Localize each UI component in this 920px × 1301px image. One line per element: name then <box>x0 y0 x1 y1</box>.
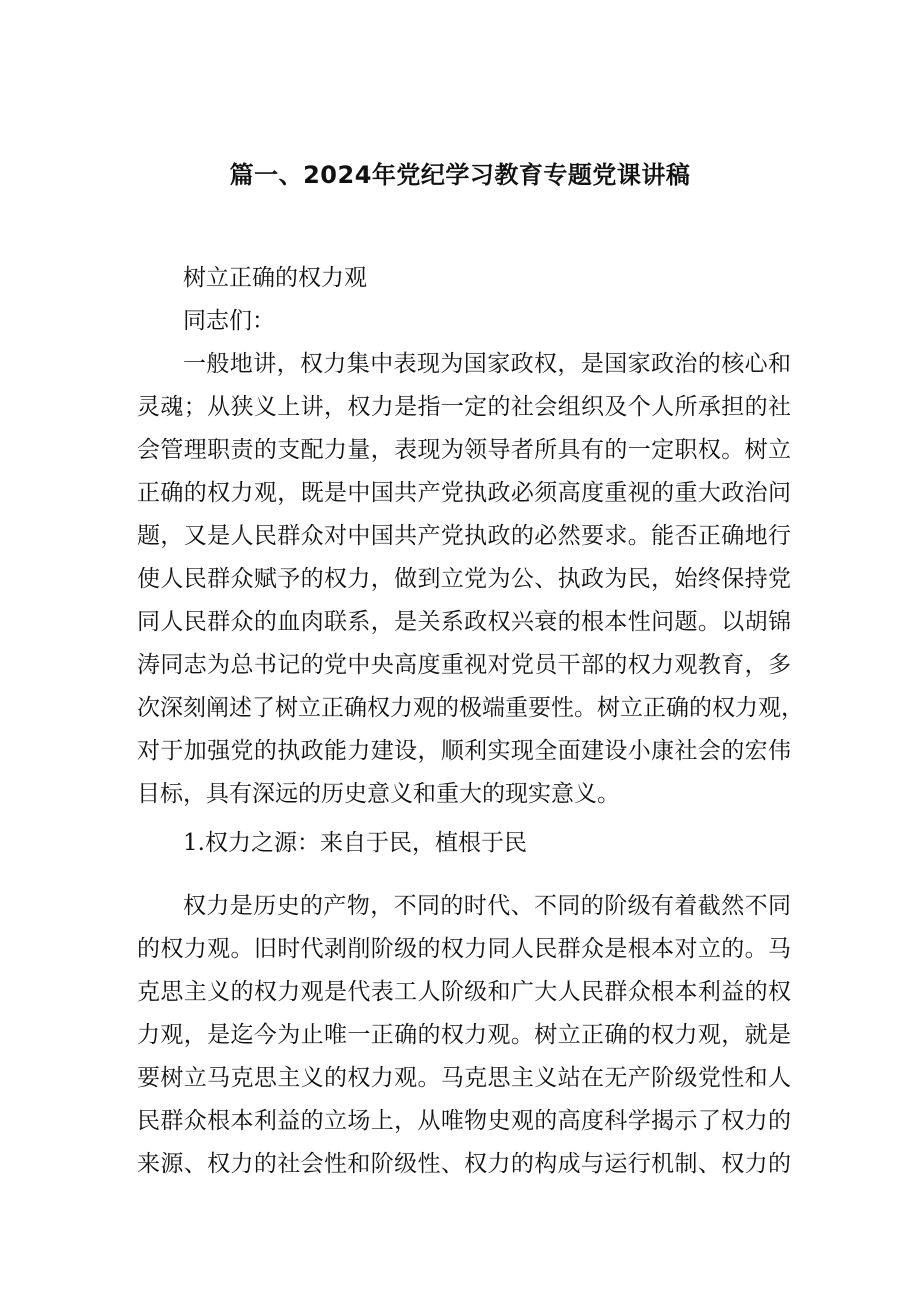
salutation: 同志们： <box>183 308 275 334</box>
paragraph-line: 题，又是人民群众对中国共产党执政的必然要求。能否正确地行 <box>137 523 791 549</box>
paragraph-line: 涛同志为总书记的党中央高度重视对党员干部的权力观教育，多 <box>137 652 791 678</box>
paragraph-line: 权力是历史的产物，不同的时代、不同的阶级有着截然不同 <box>183 893 791 919</box>
paragraph-line: 使人民群众赋予的权力，做到立党为公、执政为民，始终保持党 <box>137 566 791 592</box>
paragraph-line: 要树立马克思主义的权力观。马克思主义站在无产阶级党性和人 <box>137 1065 791 1091</box>
paragraph-line: 的权力观。旧时代剥削阶级的权力同人民群众是根本对立的。马 <box>137 936 791 962</box>
paragraph-line: 一般地讲，权力集中表现为国家政权，是国家政治的核心和 <box>183 351 791 377</box>
paragraph-line: 同人民群众的血肉联系，是关系政权兴衰的根本性问题。以胡锦 <box>137 609 791 635</box>
document-subtitle: 树立正确的权力观 <box>183 265 367 291</box>
paragraph-line: 来源、权力的社会性和阶级性、权力的构成与运行机制、权力的 <box>137 1151 791 1177</box>
section-heading: 1.权力之源：来自于民，植根于民 <box>183 830 527 856</box>
paragraph-line: 目标，具有深远的历史意义和重大的现实意义。 <box>137 781 620 807</box>
paragraph-line: 克思主义的权力观是代表工人阶级和广大人民群众根本利益的权 <box>137 979 791 1005</box>
paragraph-line: 正确的权力观，既是中国共产党执政必须高度重视的重大政治问 <box>137 480 791 506</box>
paragraph-line: 次深刻阐述了树立正确权力观的极端重要性。树立正确的权力观， <box>137 695 804 721</box>
paragraph-line: 力观，是迄今为止唯一正确的权力观。树立正确的权力观，就是 <box>137 1022 791 1048</box>
paragraph-line: 会管理职责的支配力量，表现为领导者所具有的一定职权。树立 <box>137 437 791 463</box>
paragraph-line: 民群众根本利益的立场上，从唯物史观的高度科学揭示了权力的 <box>137 1108 791 1134</box>
document-title: 篇一、2024年党纪学习教育专题党课讲稿 <box>229 161 691 189</box>
paragraph-line: 对于加强党的执政能力建设，顺利实现全面建设小康社会的宏伟 <box>137 738 791 764</box>
paragraph-line: 灵魂；从狭义上讲，权力是指一定的社会组织及个人所承担的社 <box>137 394 791 420</box>
